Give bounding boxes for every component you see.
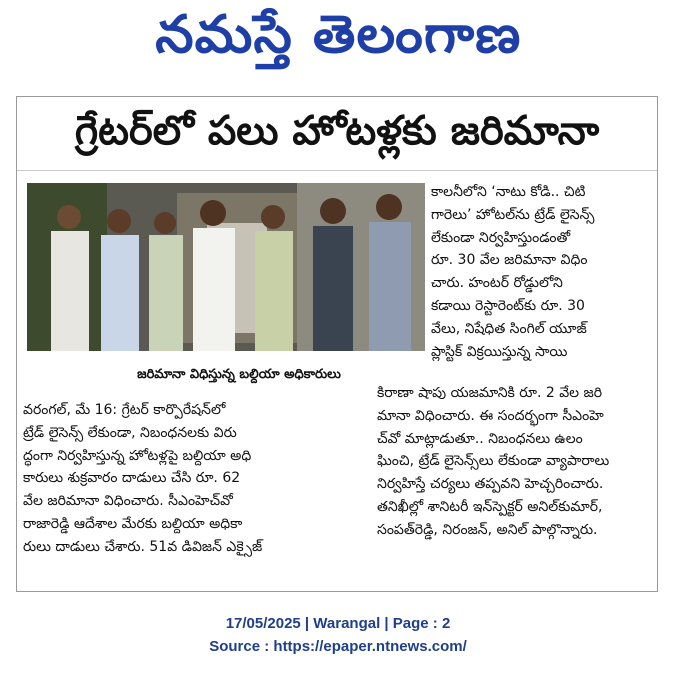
page-footer xyxy=(0,612,676,658)
group-photo-illustration xyxy=(27,183,425,351)
article-column-left xyxy=(23,399,373,559)
text-line: కిరాణా షాపు యజమానికి రూ. 2 వేల జరి xyxy=(377,385,603,401)
photo-caption: జరిమానా విధిస్తున్న బల్దియా అధికారులు xyxy=(137,367,341,382)
text-line: చ్‌వో మాట్లాడుతూ.. నిబంధనలు ఉలం xyxy=(377,430,583,447)
text-line: కడాయి రెస్టారెంట్‌కు రూ. 30 xyxy=(431,297,585,314)
text-line: మానా విధించారు. ఈ సందర్భంగా సీఎంహె xyxy=(377,407,604,424)
text-line: తనిఖీల్లో శానిటరీ ఇన్‌స్పెక్టర్ అనిల్‌కుమార్, xyxy=(377,498,603,515)
source-line: Source : https://epaper.ntnews.com/ xyxy=(209,638,467,655)
masthead-title: నమస్తే తెలంగాణ xyxy=(154,5,522,65)
text-line: ఘించి, ట్రేడ్ లైసెన్స్‌లు లేకుండా వ్యాపారాలు xyxy=(377,453,610,470)
text-line: ట్రేడ్ లైసెన్స్ లేకుండా, నిబంధనలకు విరు xyxy=(23,424,237,441)
text-line: నిర్వహిస్తే చర్యలు తప్పవని హెచ్చరించారు. xyxy=(377,476,604,493)
article-column-right-top xyxy=(431,181,653,363)
article-photo xyxy=(27,183,425,351)
text-line: గారెలు’ హోటల్‌ను ట్రేడ్ లైసెన్స్ xyxy=(431,206,595,223)
text-line: కాలనీలోని ‘నాటు కోడి.. చిటి xyxy=(431,184,586,200)
text-line: రులు దాడులు చేశారు. 51వ డివిజన్ ఎక్సైజ్ xyxy=(23,538,263,555)
text-line: లేకుండా నిర్వహిస్తుండంతో xyxy=(431,229,571,246)
text-line: రాజారెడ్డి ఆదేశాల మేరకు బల్దియా అధికా xyxy=(23,515,243,532)
text-line: రూ. 30 వేల జరిమానా విధిం xyxy=(431,252,588,269)
article-column-right-bottom xyxy=(377,382,655,542)
text-line: వరంగల్, మే 16: గ్రేటర్ కార్పొరేషన్‌లో xyxy=(23,402,226,418)
text-line: కారులు శుక్రవారం దాడులు చేసి రూ. 62 xyxy=(23,470,241,487)
text-line: ప్లాస్టిక్ విక్రయిస్తున్న సాయి xyxy=(431,343,568,360)
text-line: ద్ధంగా నిర్వహిస్తున్న హోటళ్లపై బల్దియా అధి xyxy=(23,447,252,464)
edition-line: 17/05/2025 | Warangal | Page : 2 xyxy=(225,615,451,632)
article-clipping xyxy=(16,96,658,592)
text-line: వేల జరిమానా విధించారు. సీఎంహెచ్‌వో xyxy=(23,493,233,510)
article-headline: గ్రేటర్‌లో పలు హోటళ్లకు జరిమానా xyxy=(17,101,657,171)
text-line: చారు. హంటర్ రోడ్డులోని xyxy=(431,275,563,292)
newspaper-masthead xyxy=(0,4,676,66)
text-line: సంపత్‌రెడ్డి, నిరంజన్, అనిల్ పాల్గొన్నారు. xyxy=(377,521,598,538)
text-line: వేలు, నిషేధిత సింగిల్ యూజ్ xyxy=(431,320,587,337)
